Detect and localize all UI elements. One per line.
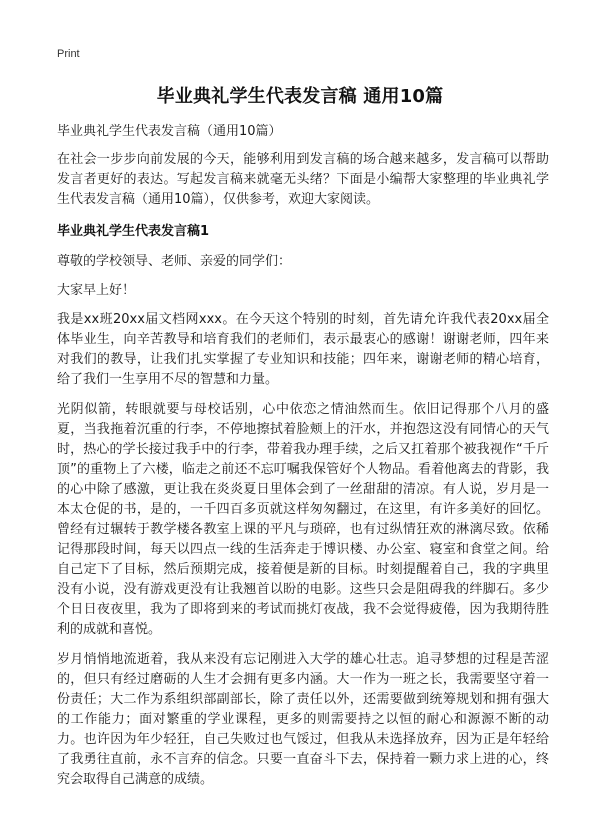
intro-paragraph: 在社会一步步向前发展的今天，能够利用到发言稿的场合越来越多，发言稿可以帮助发言者更好的表达。写起发言稿来就毫无头绪？下面是小编帮大家整理的毕业典礼学生代表发言稿（通用10篇），仅供参考，欢迎大家阅读。 bbox=[57, 152, 549, 207]
document-body bbox=[57, 122, 549, 800]
page-title: 毕业典礼学生代表发言稿 通用10篇 bbox=[156, 86, 444, 107]
document-subtitle: 毕业典礼学生代表发言稿（通用10篇） bbox=[57, 124, 282, 139]
body-paragraph-3: 岁月悄悄地流逝着，我从来没有忘记刚进入大学的雄心壮志。追寻梦想的过程是苦涩的，但只有经过磨砺的人生才会拥有更多内涵。大一作为一班之长，我需要坚守着一份责任；大二作为系组织部副部长，除了责任以外，还需要做到统筹规划和拥有强大的工作能力；面对繁重的学业课程，更多的则需要持之以恒的耐心和源源不断的动力。也许因为年少轻狂，自己失败过也气馁过，但我从未选择放弃，因为正是年轻给了我勇往直前，永不言弃的信念。只要一直奋斗下去，保持着一颗力求上进的心，终究会取得自己满意的成绩。 bbox=[57, 652, 549, 787]
section-heading: 毕业典礼学生代表发言稿1 bbox=[57, 224, 210, 239]
morning-paragraph: 大家早上好！ bbox=[57, 283, 136, 298]
print-link[interactable]: Print bbox=[57, 48, 80, 60]
body-paragraph-1: 我是xx班20xx届文档网xxx。在今天这个特别的时刻，首先请允许我代表20xx届全体毕业生，向辛苦教导和培育我们的老师们，表示最衷心的感谢！谢谢老师，四年来对我们的教导，让我们扎实掌握了专业知识和技能；四年来，谢谢老师的精心培育，给了我们一生享用不尽的智慧和力量。 bbox=[57, 312, 549, 387]
greeting-paragraph: 尊敬的学校领导、老师、亲爱的同学们： bbox=[57, 254, 292, 269]
body-paragraph-2: 光阴似箭，转眼就要与母校话别，心中依恋之情油然而生。依旧记得那个八月的盛夏，当我拖着沉重的行李，不停地擦拭着脸颊上的汗水，并抱怨这没有同情心的天气时，热心的学长接过我手中的行李，带着我办理手续，之后又扛着那个被我视作“千斤顶”的重物上了六楼，临走之前还不忘叮嘱我保管好个人物品。看着他离去的背影，我的心中除了感激，更让我在炎炎夏日里体会到了一丝甜甜的清凉。有人说，岁月是一本太仓促的书，是的，一千四百多页就这样匆匆翻过，在这里，有许多美好的回忆。曾经有过辗转于教学楼各教室上课的平凡与琐碎，也有过纵情狂欢的淋漓尽致。依稀记得那段时间，每天以四点一线的生活奔走于博识楼、办公室、寝室和食堂之间。给自己定下了目标，然后预期完成，接着便是新的目标。时刻提醒着自己，我的字典里没有小说，没有游戏更没有让我翘首以盼的电影。这些只会是阻碍我的绊脚石。多少个日日夜夜里，我为了即将到来的考试而挑灯夜战，我不会觉得疲倦，因为我期待胜利的成就和喜悦。 bbox=[57, 402, 549, 637]
